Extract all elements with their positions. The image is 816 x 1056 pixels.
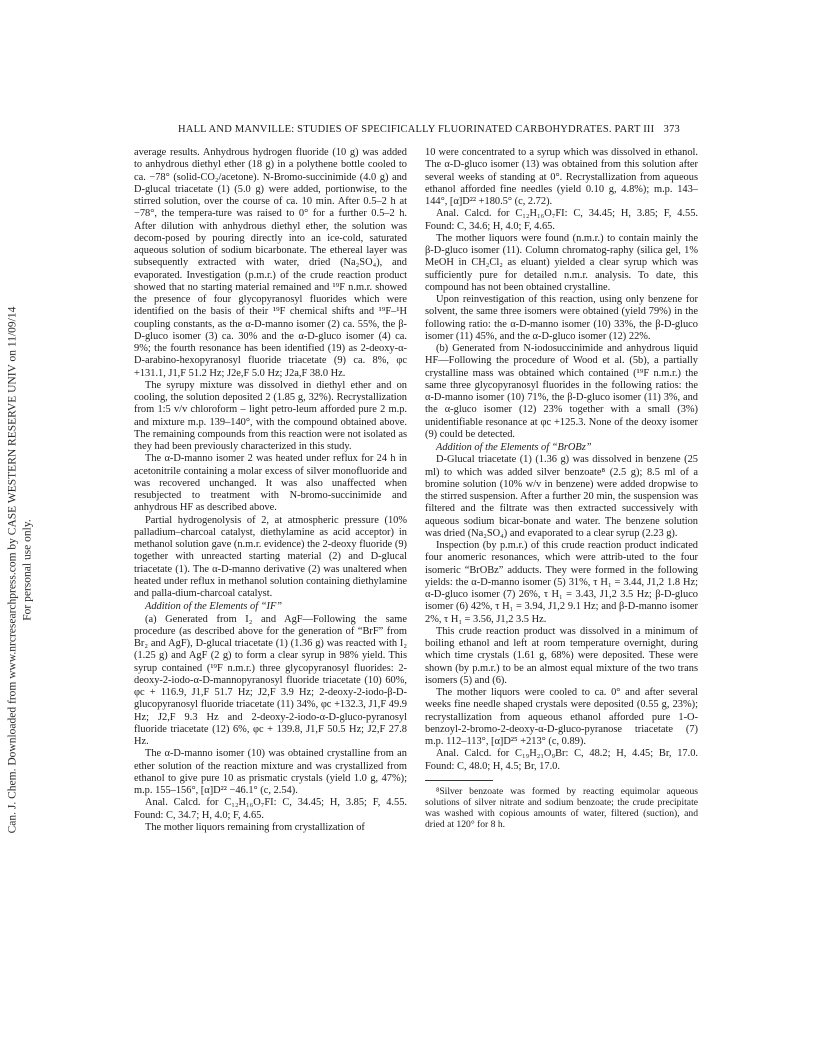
paragraph: The mother liquors remaining from crystallization of [145,821,365,833]
right-column [425,147,698,831]
page-number: 373 [663,124,680,135]
paragraph: average results. Anhydrous hydrogen fluoride (10 g) was added to anhydrous diethyl ether (18 g) in a polythene bottle cooled to ca. −78° (solid-CO₂/acetone). N-Bromo-succinimide (4.0 g) and D-glucal triacetate (1) (5.0 g) were added, portionwise, to the stirred solution, over the course of ca. 10 min. After 0.5–2 h at −78°, the tempera-ture was raised to 0° for a further 0.5–2 h. After dilution with anhydrous diethyl ether, the solution was decom-posed by pouring directly into an ice-cold, saturated aqueous solution of sodium bicarbonate. The ethereal layer was subsequently extracted with water, dried (Na₂SO₄), and evaporated. Investigation (p.m.r.) of the crude reaction product showed that no starting material remained and ¹⁹F n.m.r. showed the presence of four glycopyranosyl fluorides which were identified on the basis of their ¹⁹F chemical shifts and ¹⁹F–¹H coupling constants, as the α-D-manno isomer (2) ca. 55%, the β-D-gluco isomer (3) ca. 30% and the α-D-gluco isomer (4) ca. 9%; the fourth resonance has been identified (19) as 2-deoxy-α-D-arabino-hexopyranosyl fluoride triacetate (9) ca. 8%, φc +131.1, J1,F 51.2 Hz; J2e,F 5.0 Hz; J2a,F 38.0 Hz. [134,147,407,379]
section-heading: Addition of the Elements of “IF” [145,601,283,613]
paragraph: D-Glucal triacetate (1) (1.36 g) was dissolved in benzene (25 ml) to which was added silver benzoate⁸ (2.5 g); 8.5 ml of a bromine solution (10% w/v in benzene) were added dropwise to the stirred suspension. After a further 20 min, the suspension was filtered and the filtrate was then extracted successively with aqueous sodium bicar-bonate and water. The benzene solution was dried (Na₂SO₄) and evaporated to a clear syrup (2.23 g). [425,454,698,539]
paragraph: The mother liquors were cooled to ca. 0° and after several weeks fine needle shaped crystals were deposited (0.55 g, 23%); recrystallization from aqueous ethanol afforded pure 1-O-benzoyl-2-bromo-2-deoxy-α-D-gluco-pyranose triacetate (7) m.p. 112–113°, [α]D²⁵ +213° (c, 0.89). [425,687,698,747]
paragraph: (b) Generated from N-iodosuccinimide and anhydrous liquid HF—Following the procedure of Wood et al. (5b), a partially crystalline mass was obtained which contained (¹⁹F n.m.r.) the same three glycopyranosyl fluorides in the following ratios: the α-D-manno isomer (10) 71%, the β-D-gluco isomer (11) 3%, and the α-gluco isomer (12) 23% together with a small (3%) unidentifiable resonance at φc +125.3. None of the deoxy isomer (9) could be detected. [425,343,698,440]
paragraph: Inspection (by p.m.r.) of this crude reaction product indicated four anomeric resonances, which were attrib-uted to the four isomeric “BrOBz” adducts. They were formed in the following yields: the α-D-manno isomer (5) 31%, τ H₁ = 3.44, J1,2 1.8 Hz; α-D-gluco isomer (7) 26%, τ H₁ = 3.43, J1,2 3.5 Hz; β-D-gluco isomer (6) 42%, τ H₁ = 3.94, J1,2 9.1 Hz; and β-D-manno isomer 2%, τ H₁ = 3.56, J1,2 3.5 Hz. [425,540,698,625]
download-notice: Can. J. Chem. Downloaded from www.nrcresearchpress.com by CASE WESTERN RESERVE UNIV on 11/09/14 [6,306,19,834]
paragraph: The α-D-manno isomer (10) was obtained crystalline from an ether solution of the reaction mixture and was crystallized from ethanol to give pure 10 as prismatic crystals (yield 1.0 g, 47%); m.p. 155–156°, [α]D²² −46.1° (c, 2.54). [134,748,407,796]
running-title: HALL AND MANVILLE: STUDIES OF SPECIFICALLY FLUORINATED CARBOHYDRATES. PART III [178,124,655,135]
paragraph: The α-D-manno isomer 2 was heated under reflux for 24 h in acetonitrile containing a molar excess of silver monofluoride and was recovered unchanged. It was also unaffected when resubjected to treatment with N-bromo-succinimide and anhydrous HF as described above. [134,453,407,514]
paragraph: (a) Generated from I₂ and AgF—Following the same procedure (as described above for the generation of “BrF” from Br₂ and AgF), D-glucal triacetate (1) (1.36 g) was reacted with I₂ (1.25 g) and AgF (2 g) to form a clear syrup in 98% yield. This syrup contained (¹⁹F n.m.r.) three glycopyranosyl fluorides: 2-deoxy-2-iodo-α-D-mannopyranosyl fluoride triacetate (10) 60%, φc + 116.9, J1,F 51.7 Hz; J2,F 3.9 Hz; 2-deoxy-2-iodo-β-D-glucopyranosyl fluoride triacetate (11) 34%, φc +132.3, J1,F 49.9 Hz; J2,F 9.3 Hz and 2-deoxy-2-iodo-α-D-gluco-pyranosyl fluoride triacetate (12) 6%, φc + 139.8, J1,F 50.5 Hz; J2,F 27.8 Hz. [134,613,407,747]
download-watermark [0,150,40,990]
paragraph: The mother liquors were found (n.m.r.) to contain mainly the β-D-gluco isomer (11). Column chromatog-raphy (silica gel, 1% MeOH in CH₂Cl₂ as eluant) yielded a clear syrup which was sufficiently pure for detailed n.m.r. analysis. To date, this compound has not been obtained crystalline. [425,232,698,293]
paragraph: Upon reinvestigation of this reaction, using only benzene for solvent, the same three isomers were obtained (yield 79%) in the following ratio: the α-D-manno isomer (10) 33%, the β-D-gluco isomer (11) 45%, and the α-D-gluco isomer (12) 22%. [425,294,698,342]
paragraph: This crude reaction product was dissolved in a minimum of boiling ethanol and left at room temperature overnight, during which time crystals (1.61 g, 68%) were deposited. These were shown (by p.m.r.) to be an almost equal mixture of the two trans isomers (5) and (6). [425,625,698,686]
paragraph: Partial hydrogenolysis of 2, at atmospheric pressure (10% palladium–charcoal catalyst, diethylamine as acid acceptor) in methanol solution gave (n.m.r. evidence) the 2-deoxy fluoride (9) together with unreacted starting material (2) and D-glucal triacetate (1). The α-D-manno derivative (2) was unaltered when heated under reflux in methanol solution containing diethylamine and palla-dium-charcoal catalyst. [134,514,407,599]
paragraph: Anal. Calcd. for C₁₂H₁₆O₇FI: C, 34.45; H, 3.85; F, 4.55. Found: C, 34.6; H, 4.0; F, 4.65. [425,208,698,232]
paragraph: Anal. Calcd. for C₁₉H₂₁O₉Br: C, 48.2; H, 4.45; Br, 17.0. Found: C, 48.0; H, 4.5; Br, 17.0. [425,748,698,772]
personal-use-notice: For personal use only. [21,519,34,621]
section-heading: Addition of the Elements of “BrOBz” [436,442,592,453]
paragraph: 10 were concentrated to a syrup which was dissolved in ethanol. The α-D-gluco isomer (13) was obtained from this solution after several weeks of standing at 0°. Recrystallization from aqueous ethanol afforded fine needles (yield 0.10 g, 4.8%); m.p. 143–144°, [α]D²² +180.5° (c, 2.72). [425,147,698,207]
paragraph: Anal. Calcd. for C₁₂H₁₆O₇FI: C, 34.45; H, 3.85; F, 4.55. Found: C, 34.7; H, 4.0; F, 4.65. [134,797,407,821]
paragraph: The syrupy mixture was dissolved in diethyl ether and on cooling, the solution deposited 2 (1.85 g, 32%). Recrystallization from 1:5 v/v chloroform – light petro-leum afforded pure 2 m.p. and mixture m.p. 139–140°, with the compound obtained above. The remaining compounds from this reaction were not isolated as they had been previously characterized in this study. [134,379,407,452]
left-column [134,147,407,834]
footnote: ⁸Silver benzoate was formed by reacting equimolar aqueous solutions of silver nitrate and sodium benzoate; the crude precipitate was washed with copious amounts of water, filtered (suction), and dried at 120° for 8 h. [425,785,698,831]
footnote-rule [425,780,493,781]
